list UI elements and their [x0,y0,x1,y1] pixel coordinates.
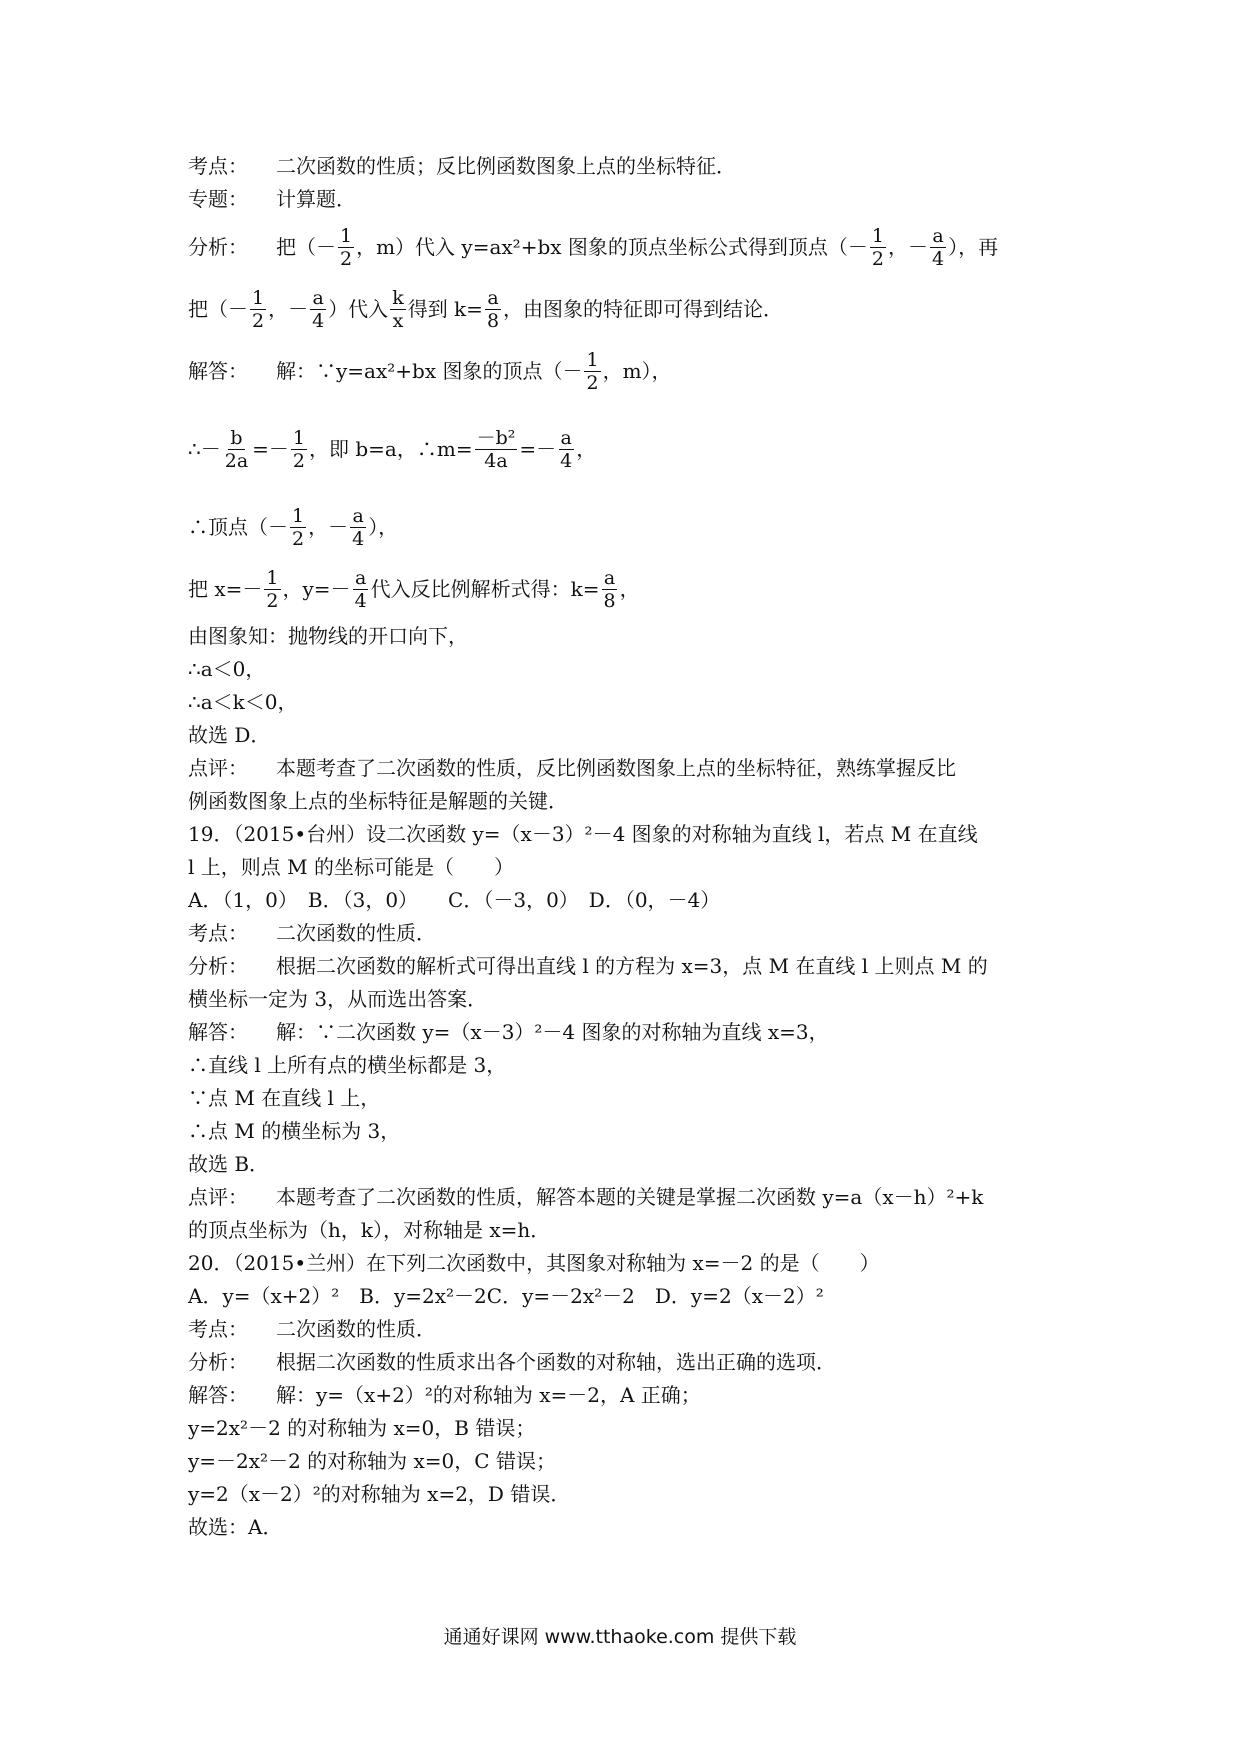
solution-line: 由图象知：抛物线的开口向下， [188,624,468,648]
text: ∴顶点（－ [188,514,288,539]
text: 二次函数的性质． [276,921,436,945]
fraction [584,349,600,394]
label: 分析： [188,954,248,978]
text: ，－ [268,296,309,321]
denominator: x [392,309,404,332]
dianping-line-2: 的顶点坐标为（h，k），对称轴是 x=h． [188,1218,551,1242]
label: 解答： [188,1383,248,1407]
solution-line [188,418,1068,480]
text: ），再 [948,234,999,259]
fraction [485,287,501,332]
fraction [353,567,369,612]
numerator: 1 [340,224,353,247]
numerator: a [932,224,944,247]
fraction [350,505,366,550]
text: 解：∵二次函数 y=（x－3）²－4 图象的对称轴为直线 x=3， [276,1020,829,1044]
kaodian-line [188,150,1068,183]
solution-line [188,558,1068,620]
fenxi-line [188,1346,1068,1379]
label: 考点： [188,154,248,178]
numerator: a [312,286,324,309]
numerator: 1 [871,224,884,247]
label: 考点： [188,1317,248,1341]
fenxi-line-2: 横坐标一定为 3，从而选出答案． [188,987,488,1011]
text: ，－ [887,234,928,259]
solution-line [188,496,1068,558]
label: 专题： [188,187,248,211]
denominator: 8 [486,309,500,332]
fraction [264,567,280,612]
dianping-line [188,752,1068,785]
fenxi-line [188,216,1068,278]
text: 计算题． [276,187,356,211]
text: ， [576,436,597,461]
answer-line: 故选 B． [188,1152,270,1176]
document-body [188,150,1068,1544]
numerator: k [392,286,404,309]
jieda-line [188,340,1068,402]
label: 解答： [188,358,248,383]
numerator: 1 [292,426,306,449]
jieda-line [188,1379,1068,1412]
denominator: 2 [292,449,306,472]
denominator: 4 [560,449,573,472]
label: 分析： [188,1350,248,1374]
denominator: 2 [340,247,353,270]
question-19-options: A．（1，0） B．（3，0） C．（－3，0） D．（0，－4） [188,888,721,912]
fraction [290,505,306,550]
fraction [338,225,354,270]
numerator: b [230,426,243,449]
numerator: a [603,566,616,589]
solution-line: ∴点 M 的横坐标为 3， [188,1119,401,1143]
denominator: 4 [354,589,367,612]
text: ，m）， [602,358,672,383]
text: 解：∵y=ax²+bx 图象的顶点（－ [276,358,583,383]
label: 解答： [188,1020,248,1044]
denominator: 8 [603,589,616,612]
text: ，m）代入 y=ax²+bx 图象的顶点坐标公式得到顶点（－ [356,234,868,259]
denominator: 4a [484,449,508,472]
text: ， [619,576,640,601]
denominator: 2a [224,449,249,472]
numerator: a [354,566,367,589]
kaodian-line [188,1313,1068,1346]
zhuanti-line [188,183,1068,216]
text: 把 x=－ [188,576,263,601]
solution-line: ∴a＜k＜0， [188,690,298,714]
page-footer: 通通好课网 www.tthaoke.com 提供下载 [443,1626,797,1648]
fraction [602,567,618,612]
fraction [390,287,406,332]
label: 点评： [188,756,248,780]
numerator: a [352,504,364,527]
text: 本题考查了二次函数的性质，反比例函数图象上点的坐标特征，熟练掌握反比 [276,756,956,780]
text: =－ [252,436,289,461]
label: 点评： [188,1185,248,1209]
solution-line: y=2（x－2）²的对称轴为 x=2，D 错误． [188,1482,571,1506]
text: 本题考查了二次函数的性质，解答本题的关键是掌握二次函数 y=a（x－h）²+k [276,1185,984,1209]
question-19-cont: l 上，则点 M 的坐标可能是（ ） [188,855,514,879]
denominator: 2 [871,247,884,270]
numerator: 1 [586,348,599,371]
label: 考点： [188,921,248,945]
denominator: 2 [252,309,265,332]
numerator: －b² [476,426,516,449]
denominator: 4 [312,309,325,332]
fraction [291,427,307,472]
fenxi-line-2 [188,278,1068,340]
fenxi-line [188,950,1068,983]
text: 把（－ [276,234,336,259]
solution-line: ∵点 M 在直线 l 上， [188,1086,381,1110]
text: ，由图象的特征即可得到结论． [503,296,784,321]
text: 二次函数的性质；反比例函数图象上点的坐标特征． [276,154,736,178]
denominator: 4 [931,247,945,270]
denominator: 2 [292,527,305,550]
text: 得到 k= [407,296,483,321]
solution-line: y=－2x²－2 的对称轴为 x=0，C 错误； [188,1449,556,1473]
text: =－ [519,436,557,461]
text: 根据二次函数的解析式可得出直线 l 的方程为 x=3，点 M 在直线 l 上则点 M 的 [276,954,988,978]
denominator: 2 [266,589,279,612]
numerator: 1 [252,286,265,309]
fraction [475,427,518,472]
numerator: a [487,286,499,309]
text: 二次函数的性质． [276,1317,436,1341]
denominator: 4 [352,527,365,550]
fraction [558,427,574,472]
text: ）， [368,514,399,539]
text: 代入反比例解析式得：k= [370,576,600,601]
fraction [223,427,250,472]
dianping-line-2: 例函数图象上点的坐标特征是解题的关键． [188,789,568,813]
dianping-line [188,1181,1068,1214]
answer-line: 故选：A． [188,1515,283,1539]
text: ∴－ [188,436,221,461]
fraction [870,225,886,270]
text: ，即 b=a，∴m= [309,436,473,461]
solution-line: ∴a＜0， [188,657,266,681]
numerator: 1 [292,504,305,527]
kaodian-line [188,917,1068,950]
text: ）代入 [328,296,389,321]
numerator: a [560,426,572,449]
question-20-options: A．y=（x+2）² B．y=2x²－2C．y=－2x²－2 D．y=2（x－2）² [188,1284,824,1308]
text: ，y=－ [282,576,351,601]
text: 根据二次函数的性质求出各个函数的对称轴，选出正确的选项． [276,1350,836,1374]
fraction [930,225,946,270]
fraction [310,287,326,332]
label: 分析： [188,234,248,259]
question-19: 19．（2015•台州）设二次函数 y=（x－3）²－4 图象的对称轴为直线 l，若点 M 在直线 [188,822,978,846]
answer-line: 故选 D． [188,723,271,747]
solution-line: y=2x²－2 的对称轴为 x=0，B 错误； [188,1416,536,1440]
text: ，－ [308,514,349,539]
text: 解：y=（x+2）²的对称轴为 x=－2，A 正确； [276,1383,701,1407]
fraction [250,287,266,332]
question-20: 20．（2015•兰州）在下列二次函数中，其图象对称轴为 x=－2 的是（ ） [188,1251,880,1275]
denominator: 2 [586,371,599,394]
numerator: 1 [266,566,279,589]
jieda-line [188,1016,1068,1049]
text: 把（－ [188,296,248,321]
solution-line: ∴直线 l 上所有点的横坐标都是 3， [188,1053,507,1077]
